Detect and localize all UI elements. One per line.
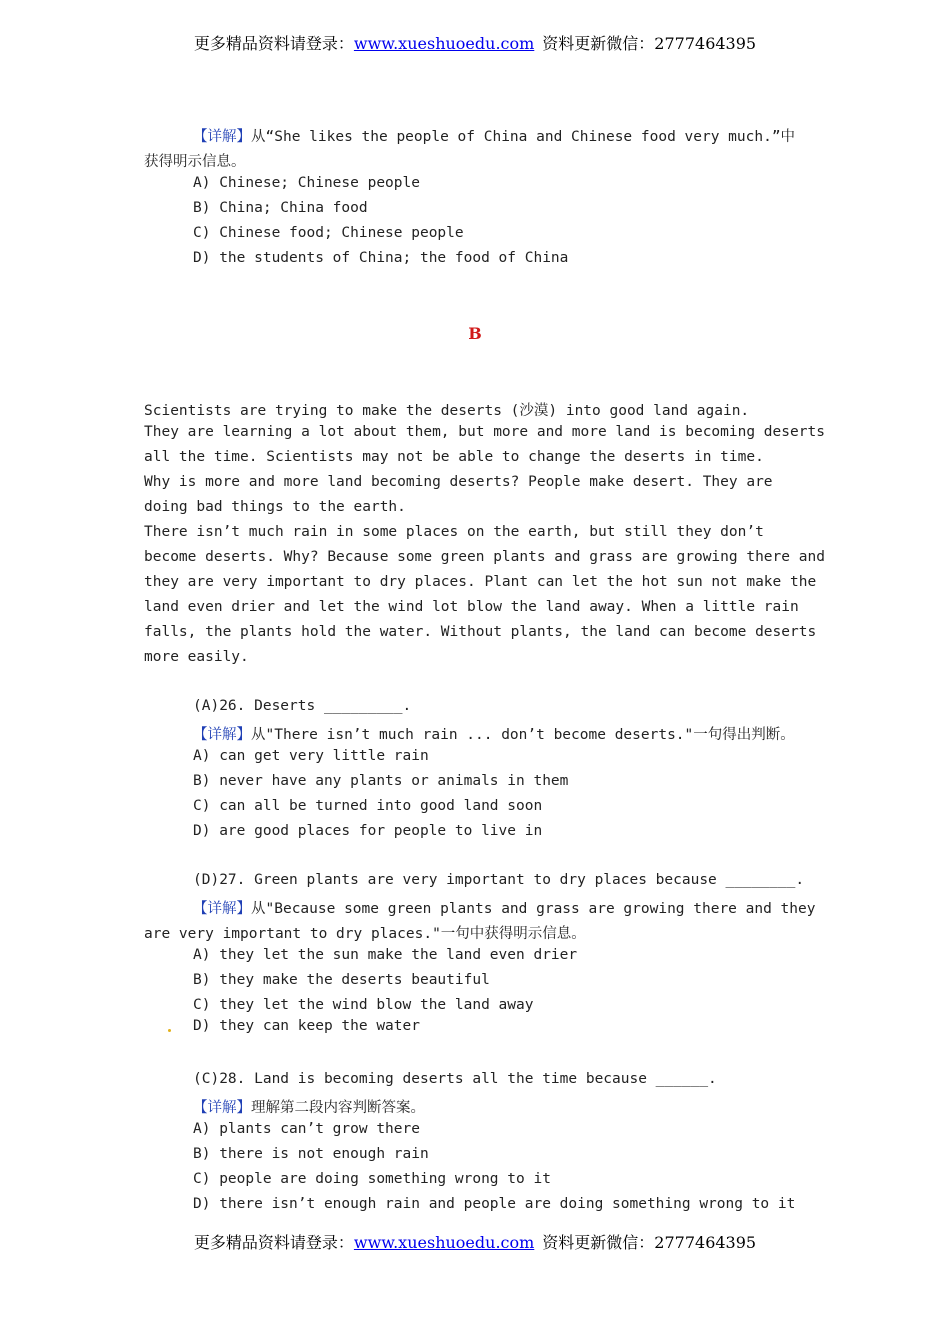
q26-explain <box>193 723 795 744</box>
q28-explain-text: 理解第二段内容判断答案。 <box>251 1100 425 1116</box>
passage-line: become deserts. Why? Because some green plants and grass are growing there and <box>144 549 825 565</box>
q27-explain-line1 <box>193 897 815 918</box>
q28-explain <box>193 1096 425 1117</box>
q28-option-c: C) people are doing something wrong to it <box>193 1171 551 1187</box>
q26-option-b: B) never have any plants or animals in them <box>193 773 569 789</box>
q28-explain-tag: 【详解】 <box>193 1100 251 1116</box>
passage-line: land even drier and let the wind lot blow the land away. When a little rain <box>144 599 799 615</box>
section-b-heading: B <box>468 324 482 343</box>
page-header <box>0 31 950 54</box>
q27-option-b: B) they make the deserts beautiful <box>193 972 490 988</box>
q26-option-d: D) are good places for people to live in <box>193 823 543 839</box>
footer-link[interactable]: www.xueshuoedu.com <box>353 1233 535 1252</box>
passage-line: They are learning a lot about them, but more and more land is becoming deserts <box>144 424 825 440</box>
q25-explain-line2: 获得明示信息。 <box>144 154 246 170</box>
q27-option-d: D) they can keep the water <box>193 1018 420 1034</box>
passage-line: Scientists are trying to make the deserts (沙漠) into good land again. <box>144 403 750 419</box>
q26-question: (A)26. Deserts _________. <box>193 698 412 714</box>
q25-option-d: D) the students of China; the food of China <box>193 250 569 266</box>
stray-mark <box>168 1029 171 1032</box>
q25-option-c: C) Chinese food; Chinese people <box>193 225 464 241</box>
q25-explain-line1 <box>193 125 795 146</box>
q25-option-a: A) Chinese; Chinese people <box>193 175 420 191</box>
passage-line: more easily. <box>144 649 249 665</box>
q28-option-b: B) there is not enough rain <box>193 1146 429 1162</box>
q25-option-b: B) China; China food <box>193 200 368 216</box>
header-suffix: 资料更新微信：2777464395 <box>542 34 757 53</box>
q27-explain-tag: 【详解】 <box>193 901 251 917</box>
page-footer <box>0 1230 950 1253</box>
passage-line: all the time. Scientists may not be able to change the deserts in time. <box>144 449 764 465</box>
q27-explain-line2: are very important to dry places."一句中获得明示信息。 <box>144 926 586 942</box>
q26-option-c: C) can all be turned into good land soon <box>193 798 543 814</box>
header-prefix: 更多精品资料请登录： <box>193 34 354 53</box>
q27-option-a: A) they let the sun make the land even drier <box>193 947 578 963</box>
q28-question: (C)28. Land is becoming deserts all the time because ______. <box>193 1071 717 1087</box>
passage-line: doing bad things to the earth. <box>144 499 406 515</box>
q27-option-c: C) they let the wind blow the land away <box>193 997 534 1013</box>
footer-prefix: 更多精品资料请登录： <box>193 1233 354 1252</box>
q27-question: (D)27. Green plants are very important to dry places because ________. <box>193 872 805 888</box>
passage-line: Why is more and more land becoming deserts? People make desert. They are <box>144 474 773 490</box>
passage-line: falls, the plants hold the water. Without plants, the land can become deserts <box>144 624 817 640</box>
passage-line: There isn’t much rain in some places on the earth, but still they don’t <box>144 524 764 540</box>
header-link[interactable]: www.xueshuoedu.com <box>353 34 535 53</box>
q26-option-a: A) can get very little rain <box>193 748 429 764</box>
footer-suffix: 资料更新微信：2777464395 <box>542 1233 757 1252</box>
q26-explain-text: 从"There isn’t much rain ... don’t become deserts."一句得出判断。 <box>251 727 795 743</box>
q27-explain-text1: 从"Because some green plants and grass are growing there and they <box>251 901 816 917</box>
passage-line: they are very important to dry places. Plant can let the hot sun not make the <box>144 574 817 590</box>
q26-explain-tag: 【详解】 <box>193 727 251 743</box>
q28-option-a: A) plants can’t grow there <box>193 1121 420 1137</box>
q28-option-d: D) there isn’t enough rain and people are doing something wrong to it <box>193 1196 796 1212</box>
q25-explain-text1: 从“She likes the people of China and Chinese food very much.”中 <box>251 129 796 145</box>
q25-explain-tag: 【详解】 <box>193 129 251 145</box>
